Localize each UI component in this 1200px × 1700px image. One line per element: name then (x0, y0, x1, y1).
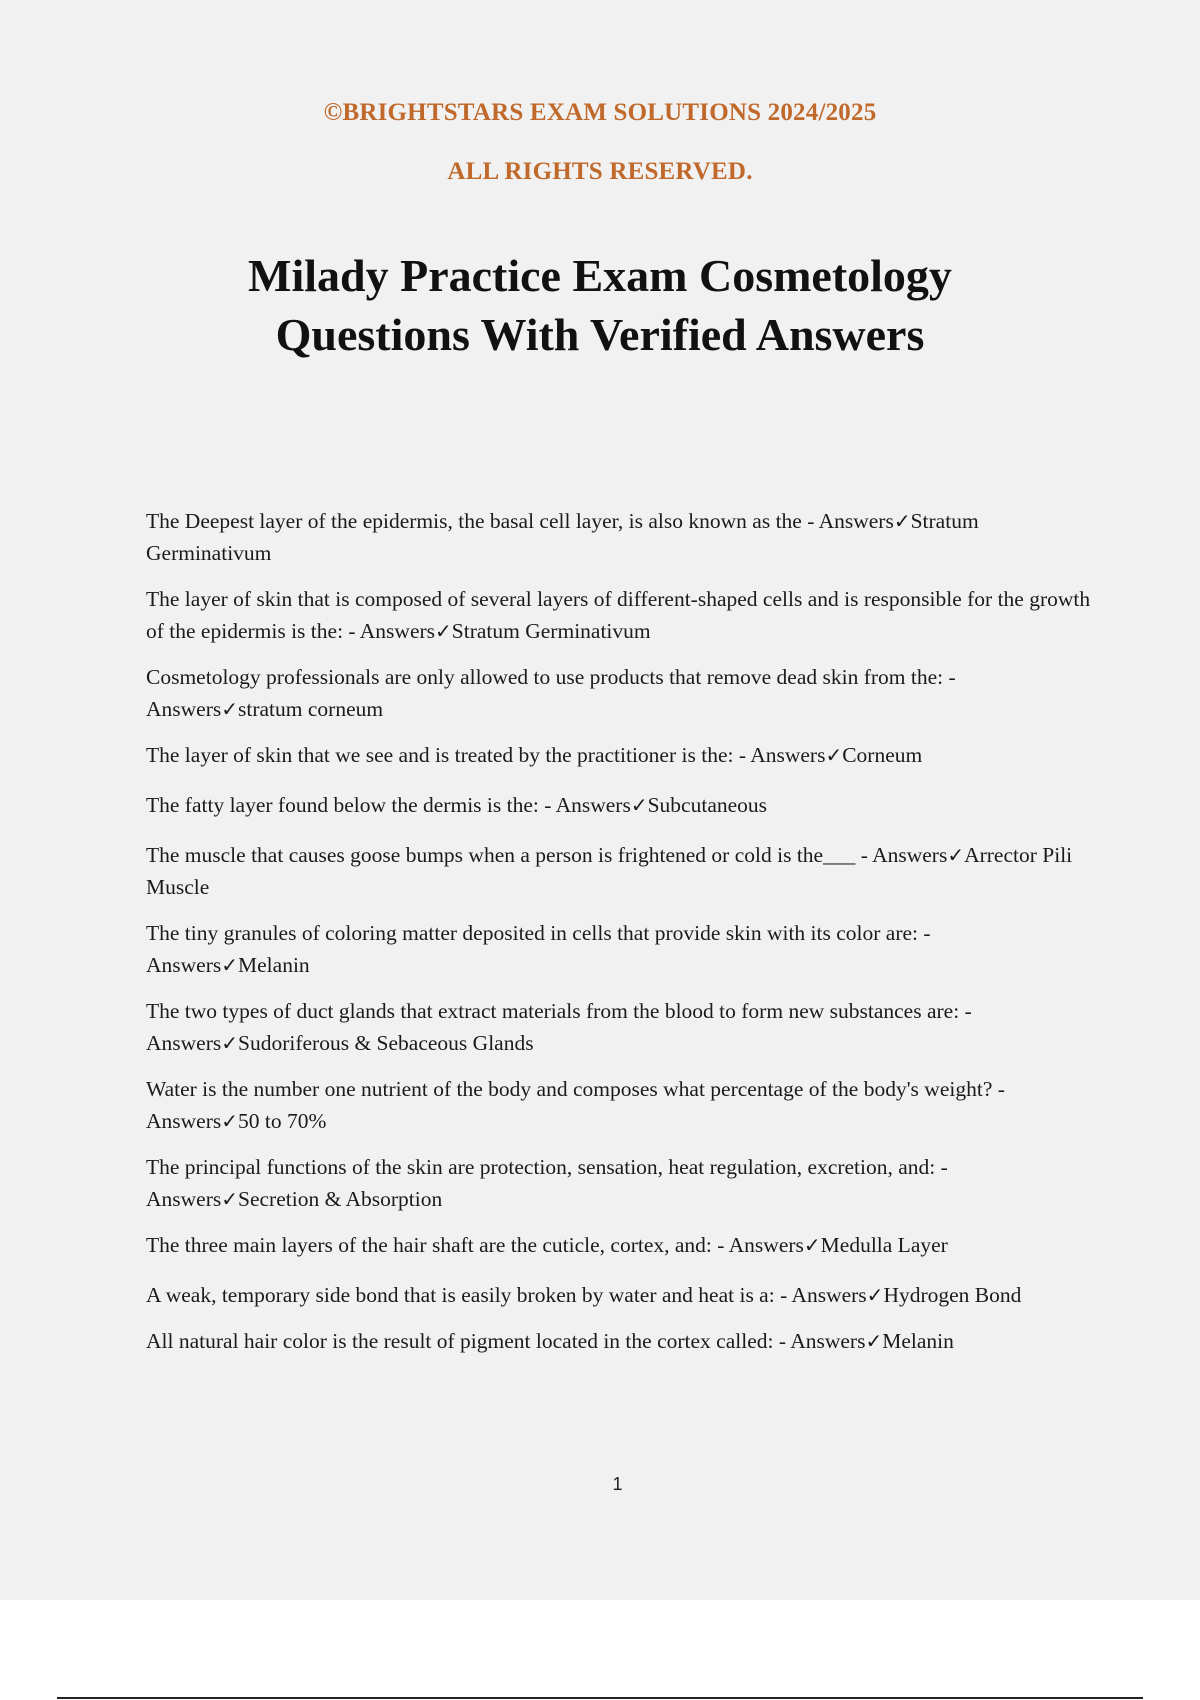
checkmark-icon: ✓ (866, 1283, 884, 1307)
checkmark-icon: ✓ (947, 843, 965, 867)
checkmark-icon: ✓ (825, 743, 843, 767)
checkmark-icon: ✓ (803, 1233, 821, 1257)
checkmark-icon: ✓ (893, 509, 911, 533)
qa-item (146, 839, 1096, 903)
qa-item (146, 789, 1096, 821)
answer-prefix: - Answers (711, 1233, 804, 1257)
answer-text: 50 to 70% (238, 1109, 327, 1133)
answer-prefix: - Answers (801, 509, 894, 533)
answer-prefix: - Answers (146, 665, 956, 721)
checkmark-icon: ✓ (221, 1109, 239, 1133)
question-text: The Deepest layer of the epidermis, the basal cell layer, is also known as the (146, 509, 802, 533)
answer-text: Corneum (842, 743, 923, 767)
question-text: The layer of skin that is composed of several layers of different-shaped cells and is responsible for the growth of the epidermis is the: (146, 587, 1091, 643)
answer-text: Melanin (238, 953, 310, 977)
answer-prefix: - Answers (733, 743, 826, 767)
question-text: The two types of duct glands that extract materials from the blood to form new substances are: (146, 999, 960, 1023)
answer-prefix: - Answers (146, 1077, 1005, 1133)
answer-prefix: - Answers (773, 1329, 866, 1353)
answer-text: Medulla Layer (820, 1233, 948, 1257)
qa-item (146, 661, 1096, 725)
answer-text: Secretion & Absorption (238, 1187, 443, 1211)
answer-text: Stratum Germinativum (451, 619, 651, 643)
qa-item (146, 1279, 1096, 1311)
question-text: The three main layers of the hair shaft are the cuticle, cortex, and: (146, 1233, 712, 1257)
answer-prefix: - Answers (146, 921, 931, 977)
answer-prefix: - Answers (538, 793, 631, 817)
answer-text: Sudoriferous & Sebaceous Glands (238, 1031, 534, 1055)
answer-text: stratum corneum (238, 697, 384, 721)
answer-text: Arrector Pili Muscle (146, 843, 1073, 899)
question-text: The layer of skin that we see and is treated by the practitioner is the: (146, 743, 734, 767)
answer-text: Hydrogen Bond (883, 1283, 1022, 1307)
qa-item (146, 583, 1096, 647)
question-text: Water is the number one nutrient of the body and composes what percentage of the body's weight? (146, 1077, 993, 1101)
question-text: All natural hair color is the result of pigment located in the cortex called: (146, 1329, 774, 1353)
qa-item (146, 1325, 1096, 1357)
copyright-header: ©BRIGHTSTARS EXAM SOLUTIONS 2024/2025 (323, 99, 877, 126)
qa-item (146, 1151, 1096, 1215)
checkmark-icon: ✓ (221, 953, 239, 977)
checkmark-icon: ✓ (221, 1187, 239, 1211)
question-text: The muscle that causes goose bumps when a person is frightened or cold is the___ (146, 843, 856, 867)
page-number: 1 (612, 1474, 623, 1494)
title-line-2: Questions With Verified Answers (275, 309, 925, 360)
qa-item (146, 917, 1096, 981)
answer-prefix: - Answers (146, 999, 972, 1055)
question-text: The fatty layer found below the dermis is the: (146, 793, 539, 817)
qa-item (146, 505, 1096, 569)
answer-text: Subcutaneous (647, 793, 768, 817)
rights-reserved-header: ALL RIGHTS RESERVED. (447, 158, 753, 185)
page-title (0, 246, 1200, 364)
qa-item (146, 739, 1096, 771)
checkmark-icon: ✓ (435, 619, 452, 643)
answer-prefix: - Answers (146, 1155, 948, 1211)
qa-item (146, 1073, 1096, 1137)
checkmark-icon: ✓ (865, 1329, 883, 1353)
answer-text: Melanin (882, 1329, 954, 1353)
question-text: A weak, temporary side bond that is easily broken by water and heat is a: (146, 1283, 775, 1307)
question-text: The principal functions of the skin are protection, sensation, heat regulation, excretion, and: (146, 1155, 936, 1179)
checkmark-icon: ✓ (630, 793, 648, 817)
question-text: Cosmetology professionals are only allowed to use products that remove dead skin from the: (146, 665, 944, 689)
checkmark-icon: ✓ (221, 1031, 239, 1055)
qa-item (146, 995, 1096, 1059)
answer-prefix: - Answers (343, 619, 436, 643)
answer-prefix: - Answers (774, 1283, 867, 1307)
qa-item (146, 1229, 1096, 1261)
question-text: The tiny granules of coloring matter deposited in cells that provide skin with its color are: (146, 921, 919, 945)
question-answer-list (146, 505, 1096, 1375)
footer-divider (57, 1697, 1143, 1699)
title-line-1: Milady Practice Exam Cosmetology (248, 250, 952, 301)
answer-prefix: - Answers (855, 843, 948, 867)
checkmark-icon: ✓ (221, 697, 239, 721)
answer-text: Stratum Germinativum (146, 509, 979, 565)
